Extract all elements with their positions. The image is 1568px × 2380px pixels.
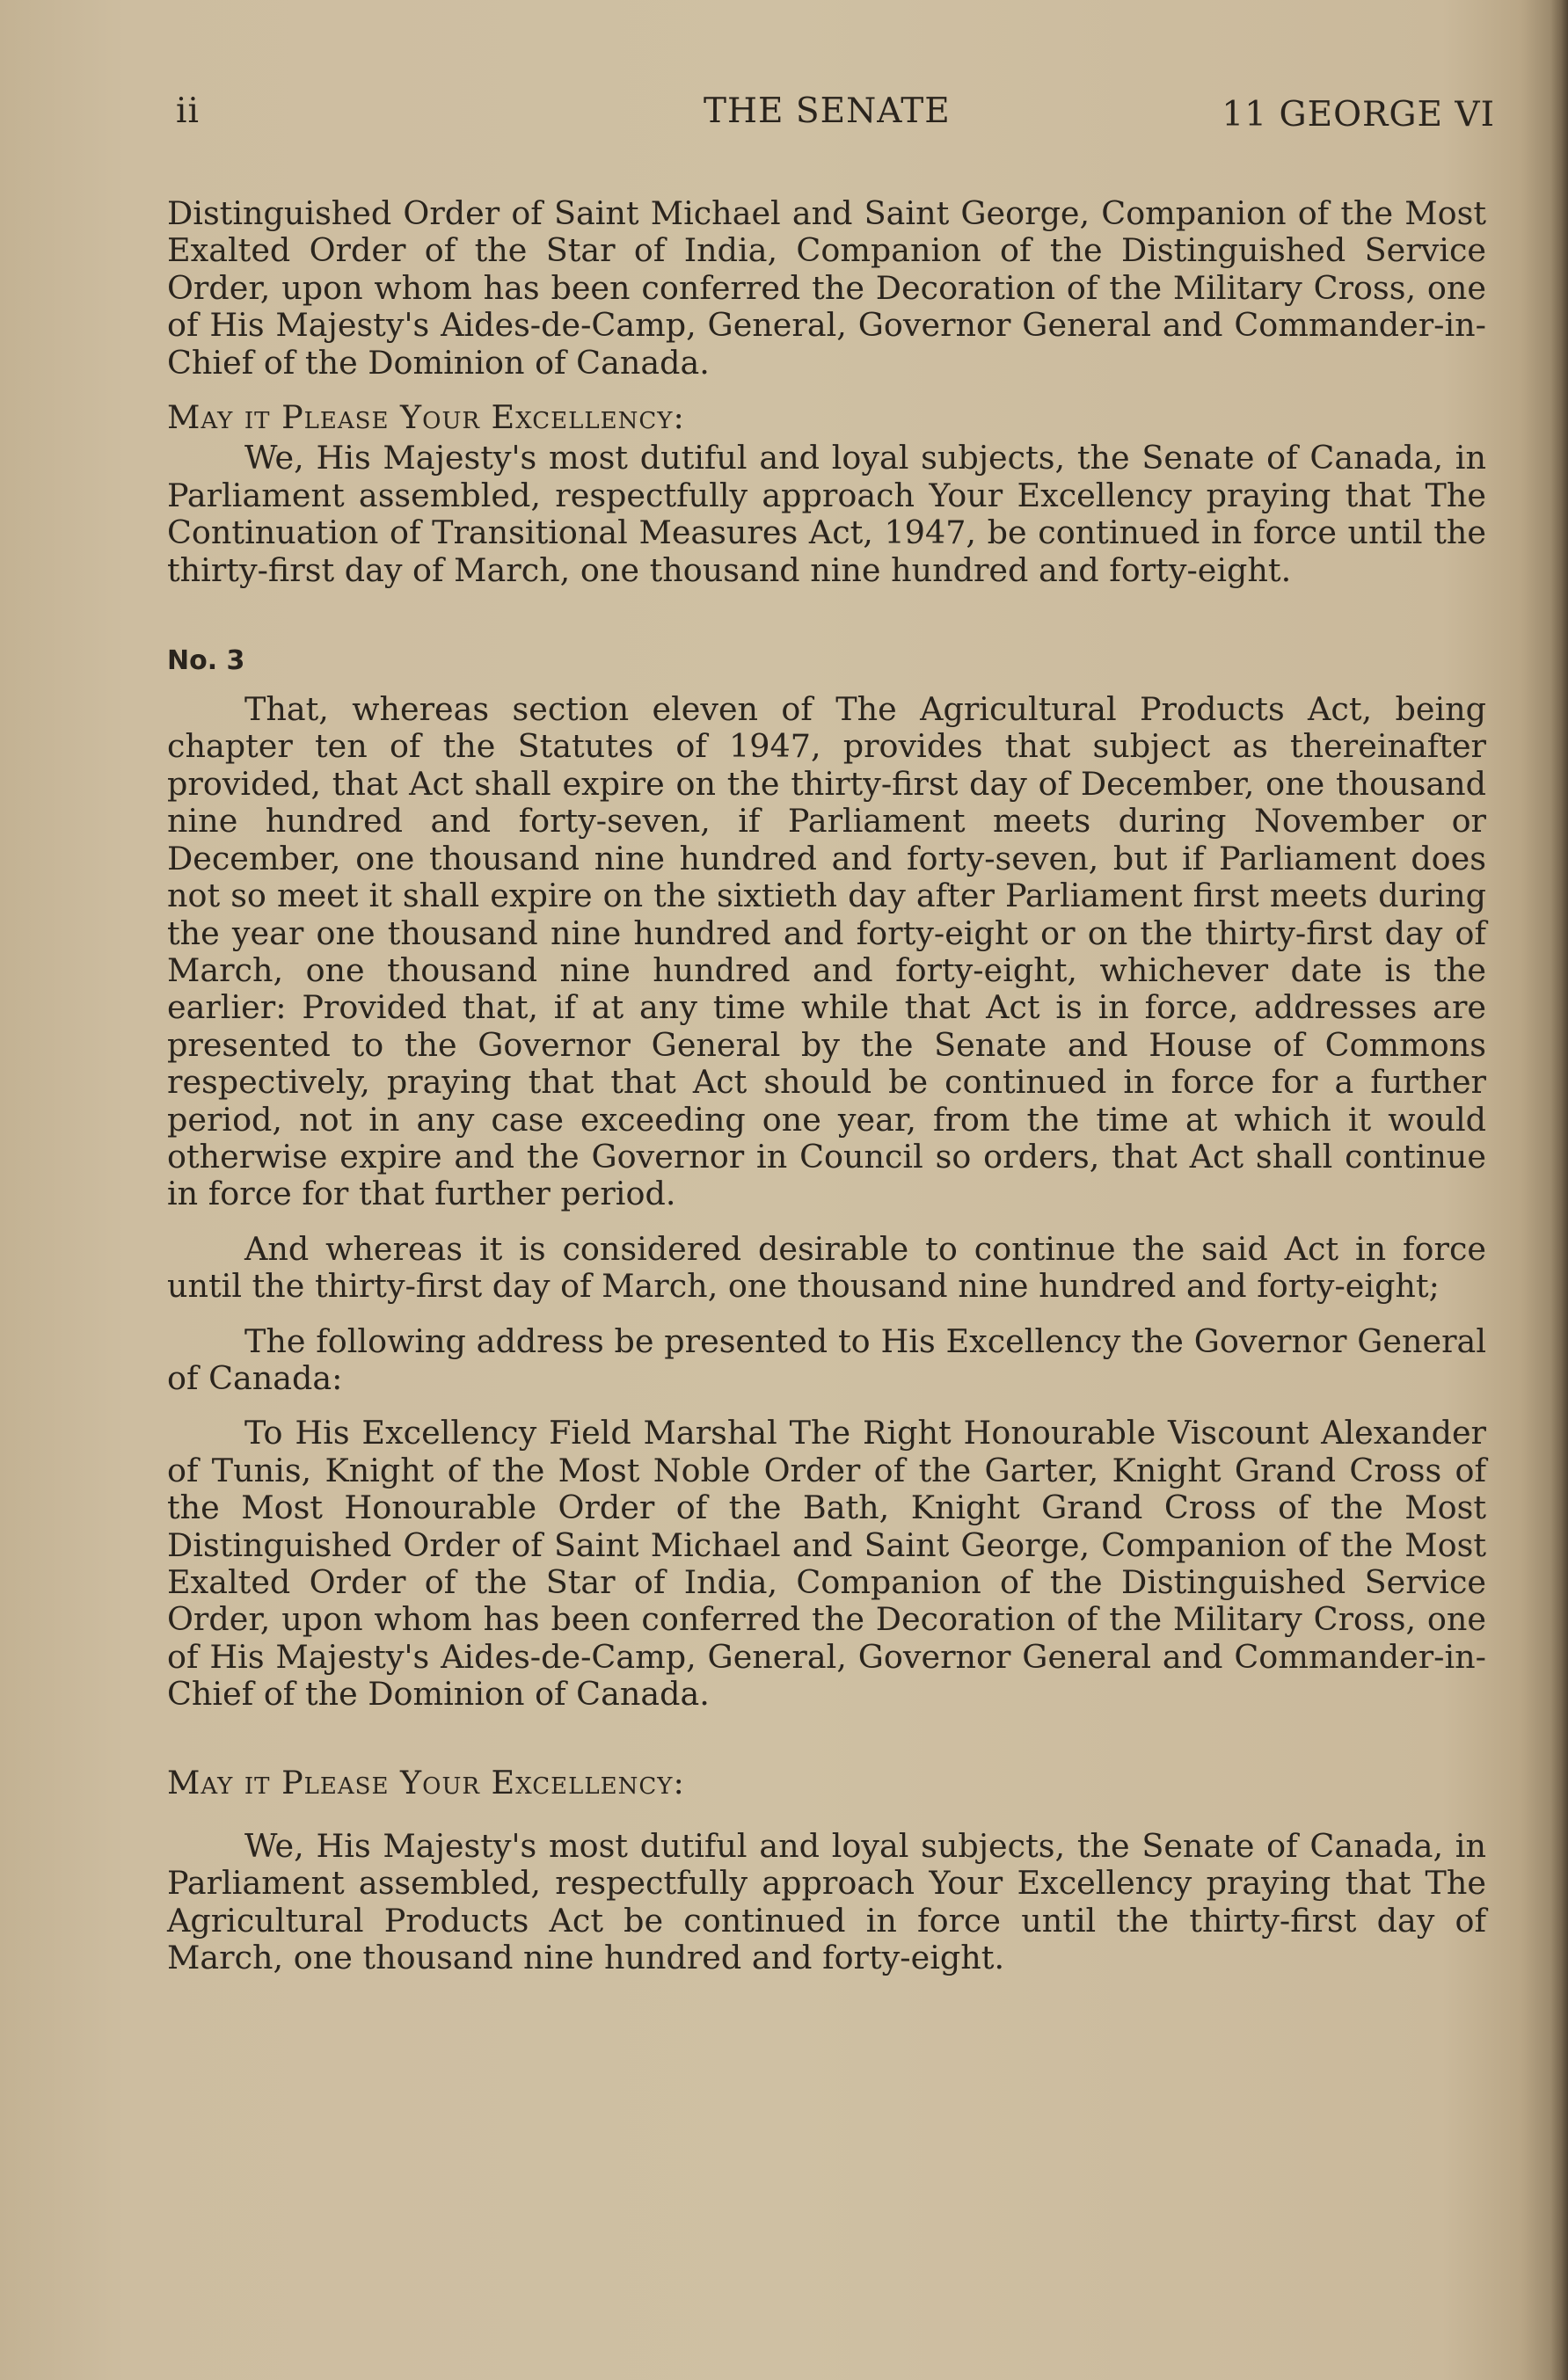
paragraph-and-whereas: And whereas it is considered desirable to continue the said Act in force until the thirty-first day of March, one thousand nine hundred and forty-eight; xyxy=(167,1229,1486,1306)
paragraph-prayer: We, His Majesty's most dutiful and loyal subjects, the Senate of Canada, in Parliament assembled, respectfully approach Your Excellency praying that The Continuation of Transitional Measures Act, 1947, be continued in force until the thirty-first day of March, one thousand nine hundred and forty-eight. xyxy=(167,439,1486,589)
section-heading: No. 3 xyxy=(167,645,245,677)
salutation: May it Please Your Excellency: xyxy=(167,1763,685,1801)
salutation: May it Please Your Excellency: xyxy=(167,398,685,437)
regnal-year: 11 GEORGE VI xyxy=(1222,95,1495,135)
page-number: ii xyxy=(176,91,200,131)
header-title: THE SENATE xyxy=(704,91,951,131)
running-header xyxy=(176,91,1495,135)
paragraph-address-continuation: Distinguished Order of Saint Michael and Saint George, Companion of the Most Exalted Order of the Star of India, Companion of the Distinguished Service Order, upon whom has been conferred the Decoration of the Military Cross, one of His Majesty's Aides-de-Camp, General, Governor General and Commander-in-Chief of the Dominion of Canada. xyxy=(167,194,1486,382)
paragraph-whereas: That, whereas section eleven of The Agricultural Products Act, being chapter ten of the Statutes of 1947, provides that subject as thereinafter provided, that Act shall expire on the thirty-first day of December, one thousand nine hundred and forty-seven, if Parliament meets during November or December, one thousand nine hundred and forty-seven, but if Parliament does not so meet it shall expire on the sixtieth day after Parliament first meets during the year one thousand nine hundred and forty-eight or on the thirty-first day of March, one thousand nine hundred and forty-eight, whichever date is the earlier: Provided that, if at any time while that Act is in force, addresses are presented to the Governor General by the Senate and House of Commons respectively, praying that that Act should be continued in force for a further period, not in any case exceeding one year, from the time at which it would otherwise expire and the Governor in Council so orders, that Act shall continue in force for that further period. xyxy=(167,690,1486,1213)
paragraph-prayer: We, His Majesty's most dutiful and loyal subjects, the Senate of Canada, in Parliament assembled, respectfully approach Your Excellency praying that The Agricultural Products Act be continued in force until the thirty-first day of March, one thousand nine hundred and forty-eight. xyxy=(167,1827,1486,1977)
paragraph-address-intro: The following address be presented to His Excellency the Governor General of Canada: xyxy=(167,1321,1486,1397)
page-edge-shadow xyxy=(1550,0,1568,2380)
body-text xyxy=(167,195,1486,1977)
paragraph-address: To His Excellency Field Marshal The Right Honourable Viscount Alexander of Tunis, Knight of the Most Noble Order of the Garter, Knight Grand Cross of the Most Honourable Order of the Bath, Knight Grand Cross of the Most Distinguished Order of Saint Michael and Saint George, Companion of the Most Exalted Order of the Star of India, Companion of the Distinguished Service Order, upon whom has been conferred the Decoration of the Military Cross, one of His Majesty's Aides-de-Camp, General, Governor General and Commander-in-Chief of the Dominion of Canada. xyxy=(167,1414,1486,1714)
